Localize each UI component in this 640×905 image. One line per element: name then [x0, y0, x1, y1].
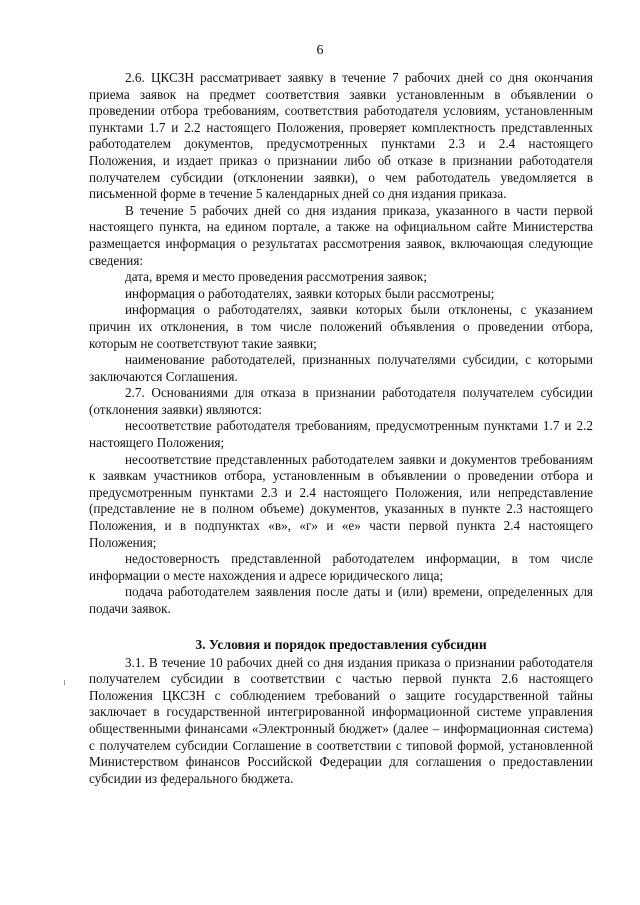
list-item-reviewed: информация о работодателях, заявки которых были рассмотрены;	[125, 285, 495, 301]
page-number: 6	[316, 43, 324, 58]
paragraph-3-1: 3.1. В течение 10 рабочих дней со дня издания приказа о признании работодателя получателем субсидии в соответствии с частью первой пункта 2.6 настоящего Положения ЦКСЗН с соблюдением требований о защите государственной тайны заключает в государственной интегрированной информационной системе управления общественными финансами «Электронный бюджет» (далее – информационная система) с получателем субсидии Соглашение в соответствии с типовой формой, установленной Министерством финансов Российской Федерации для соглашения о предоставлении субсидии из федерального бюджета.	[89, 654, 593, 786]
document-body	[89, 70, 593, 787]
paragraph-2-6: 2.6. ЦКСЗН рассматривает заявку в течение 7 рабочих дней со дня окончания приема заявок на предмет соответствия заявки установленным в объявлении о проведении отбора требованиям, соответствия работодателя условиям, установленным пунктами 1.7 и 2.2 настоящего Положения, проверяет комплектность представленных работодателем документов, предусмотренных пунктами 2.3 и 2.4 настоящего Положения, и издает приказ о признании либо об отказе в признании работодателя получателем субсидии (отклонении заявки), о чем работодатель уведомляется в письменной форме в течение 5 календарных дней со дня издания приказа.	[89, 70, 593, 202]
section-heading: 3. Условия и порядок предоставления субсидии	[195, 636, 487, 652]
list-item-unreliable-info: недостоверность представленной работодателем информации, в том числе информации о месте нахождения и адресе юридического лица;	[89, 551, 593, 583]
list-item-noncompliance-documents: несоответствие представленных работодателем заявки и документов требованиям к заявкам участников отбора, установленным в объявлении о проведении отбора и предусмотренным пунктами 2.3 и 2.4 настоящего Положения, или непредставление (представление не в полном объеме) документов, указанных в пункте 2.3 настоящего Положения, и в подпунктах «в», «г» и «е» части первой пункта 2.4 настоящего Положения;	[89, 451, 593, 550]
list-item-recipients: наименование работодателей, признанных получателями субсидии, с которыми заключаются Соглашения.	[89, 352, 593, 384]
scan-artifact	[64, 680, 65, 685]
list-item-late-submission: подача работодателем заявления после даты и (или) времени, определенных для подачи заявок.	[89, 584, 593, 616]
paragraph-2-7: 2.7. Основаниями для отказа в признании работодателя получателем субсидии (отклонения заявки) являются:	[89, 385, 593, 417]
list-item-rejected: информация о работодателях, заявки которых были отклонены, с указанием причин их отклонения, в том числе положений объявления о проведении отбора, которым не соответствуют такие заявки;	[89, 302, 593, 351]
list-item-noncompliance-employer: несоответствие работодателя требованиям, предусмотренным пунктами 1.7 и 2.2 настоящего Положения;	[89, 418, 593, 451]
paragraph-publication: В течение 5 рабочих дней со дня издания приказа, указанного в части первой настоящего пункта, на едином портале, а также на официальном сайте Министерства размещается информация о результатах рассмотрения заявок, включающая следующие сведения:	[89, 202, 593, 268]
list-item-date: дата, время и место проведения рассмотрения заявок;	[125, 269, 427, 285]
